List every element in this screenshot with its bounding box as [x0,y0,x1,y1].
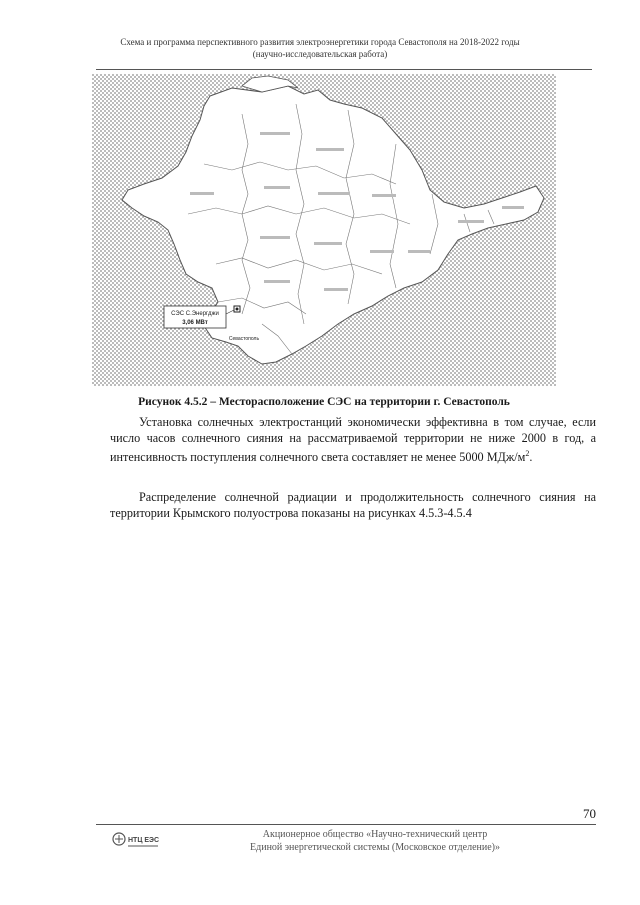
ses-marker-dot [236,308,239,311]
header-divider [96,69,592,70]
sevastopol-label: Севастополь [228,336,260,342]
ses-callout-power: 3,06 МВт [182,320,208,326]
paragraph-solar-efficiency [110,414,596,465]
crimea-map [92,74,556,386]
paragraph-1-superscript: 2 [525,449,530,458]
paragraph-1-end: . [529,450,533,465]
footer-divider [96,824,596,825]
page-number: 70 [583,806,596,821]
footer-line-2: Единой энергетической системы (Московское отделение)» [250,841,500,853]
ntc-ees-logo-icon [112,829,160,851]
figure-caption: Рисунок 4.5.2 – Месторасположение СЭС на территории г. Севастополь [138,396,510,408]
ntc-ees-logo [112,829,160,851]
header-subtitle-line: (научно-исследовательская работа) [252,49,388,59]
logo-text: НТЦ ЕЭС [128,837,160,844]
crimea-map-figure [92,74,556,386]
ses-callout-name: СЭС С.Энергджи [171,311,219,317]
paragraph-2-text: Распределение солнечной радиации и продолжительность солнечного сияния на территории Крымского полуострова показаны на рисунках 4.5.3-4.5.4 [110,490,596,520]
running-header [0,36,640,60]
footer-line-1: Акционерное общество «Научно-технический центр [262,829,488,840]
paragraph-1-text: Установка солнечных электростанций экономически эффективна в том случае, если число часов солнечного сияния на рассматриваемой территории не ниже 2000 в год, а интенсивность поступления солнечного света составляет не менее 5000 МДж/м [110,415,596,465]
paragraph-radiation-distribution [110,489,596,521]
header-title-line: Схема и программа перспективного развития электроэнергетики города Севастополя на 2018-2022 годы [120,37,520,47]
footer-organization [210,829,540,854]
